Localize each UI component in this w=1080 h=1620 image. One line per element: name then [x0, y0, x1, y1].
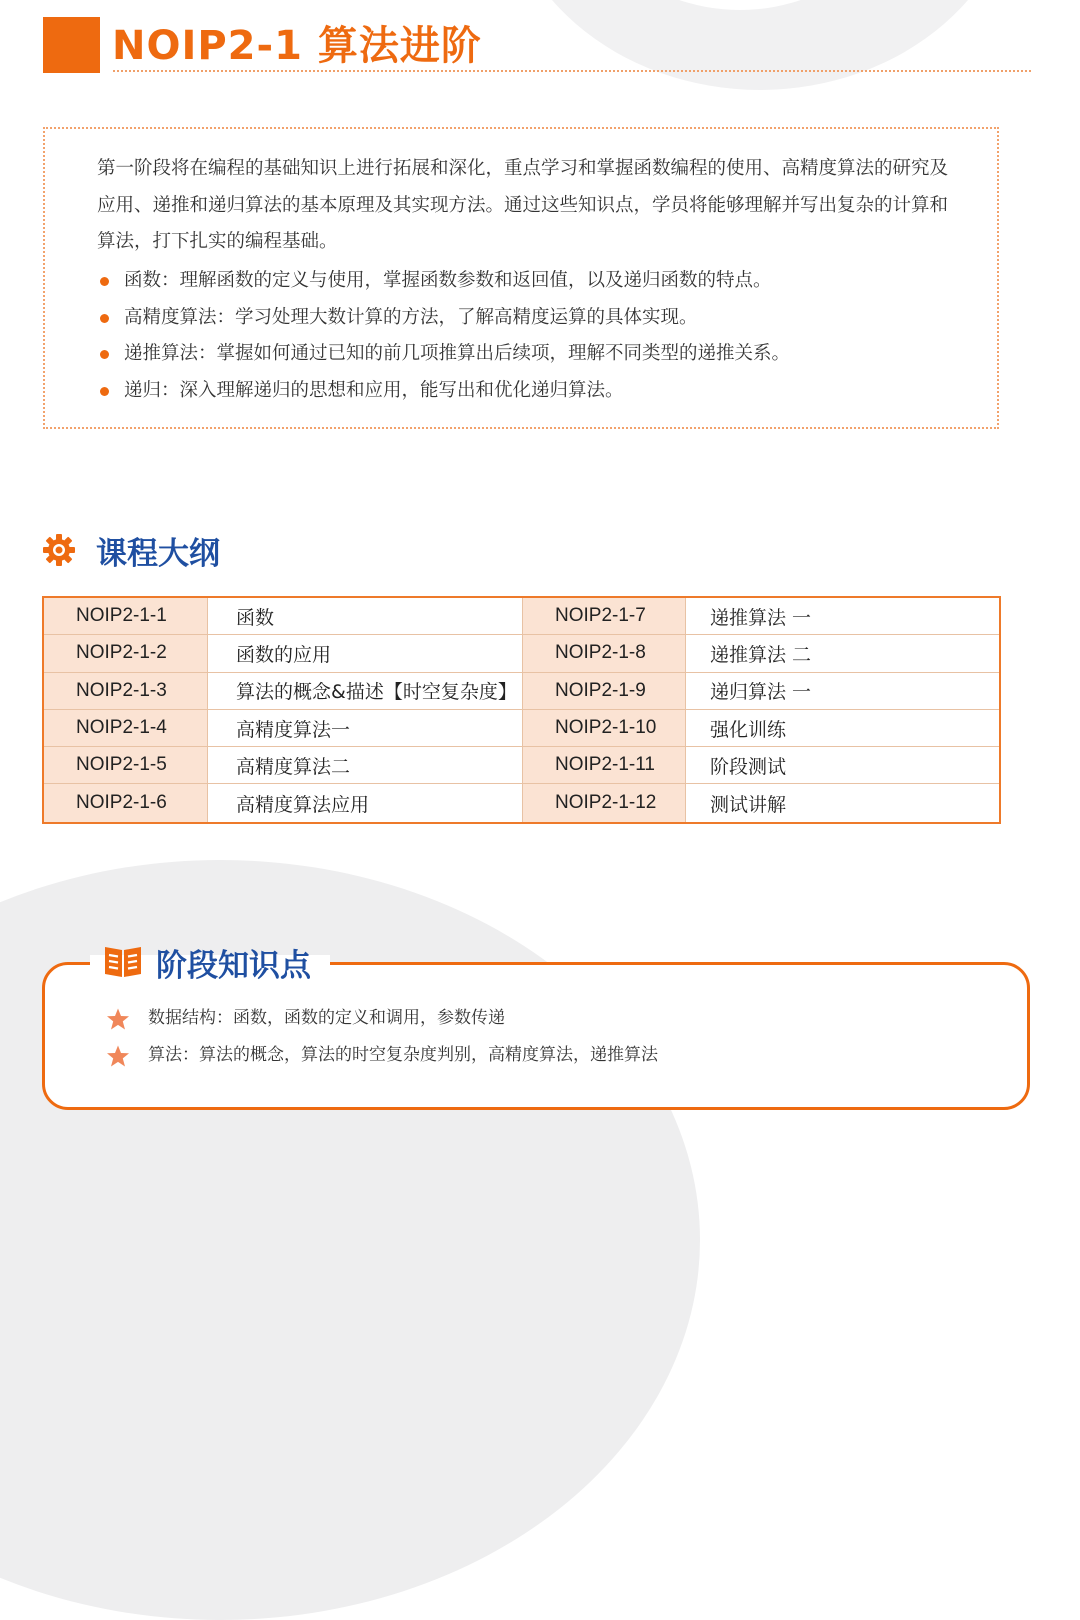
lesson-code: NOIP2-1-11 [523, 747, 686, 783]
knowledge-item-text: 数据结构：函数，函数的定义和调用，参数传递 [148, 1008, 505, 1028]
page-title: NOIP2-1 算法进阶 [112, 23, 482, 69]
table-row [44, 747, 999, 784]
gear-icon [42, 533, 76, 567]
lesson-code: NOIP2-1-12 [523, 784, 686, 821]
knowledge-title: 阶段知识点 [156, 948, 311, 984]
table-row [44, 635, 999, 672]
bullet-dot-icon [100, 387, 109, 396]
bullet-dot-icon [100, 277, 109, 286]
intro-box [43, 127, 999, 429]
lesson-code: NOIP2-1-4 [44, 710, 208, 746]
lesson-name: 强化训练 [710, 718, 787, 741]
knowledge-item-text: 算法：算法的概念，算法的时空复杂度判别，高精度算法，递推算法 [148, 1045, 658, 1065]
book-icon [103, 944, 143, 978]
intro-bullet-item [97, 300, 790, 337]
table-row [44, 784, 999, 821]
intro-bullet-text: 递推算法：掌握如何通过已知的前几项推算出后续项，理解不同类型的递推关系。 [124, 343, 791, 364]
intro-bullet-text: 函数：理解函数的定义与使用，掌握函数参数和返回值，以及递归函数的特点。 [124, 270, 772, 291]
table-row [44, 673, 999, 710]
lesson-code: NOIP2-1-6 [44, 784, 208, 821]
intro-bullet-item [97, 336, 790, 373]
lesson-name: 阶段测试 [710, 755, 787, 778]
knowledge-list [106, 1000, 658, 1074]
star-icon [106, 1045, 130, 1067]
lesson-code: NOIP2-1-7 [523, 598, 686, 634]
lesson-name: 高精度算法一 [208, 710, 523, 746]
intro-bullet-text: 高精度算法：学习处理大数计算的方法，了解高精度运算的具体实现。 [124, 306, 698, 328]
lesson-name: 递归算法 一 [710, 681, 812, 704]
lesson-code: NOIP2-1-10 [523, 710, 686, 746]
bullet-dot-icon [100, 350, 109, 359]
knowledge-item [106, 1037, 658, 1074]
lesson-name: 函数 [208, 598, 523, 634]
lesson-code: NOIP2-1-5 [44, 747, 208, 783]
intro-bullet-text: 递归：深入理解递归的思想和应用，能写出和优化递归算法。 [124, 379, 624, 401]
lesson-code: NOIP2-1-1 [44, 598, 208, 634]
lesson-code: NOIP2-1-8 [523, 635, 686, 671]
background-shape-top [500, 0, 1020, 90]
lesson-name: 高精度算法应用 [208, 784, 523, 821]
table-row [44, 710, 999, 747]
lesson-code: NOIP2-1-2 [44, 635, 208, 671]
lesson-name: 函数的应用 [208, 635, 523, 671]
intro-paragraph: 第一阶段将在编程的基础知识上进行拓展和深化，重点学习和掌握函数编程的使用、高精度算法的研究及应用、递推和递归算法的基本原理及其实现方法。通过这些知识点，学员将能够理解并写出复杂的计算和算法，打下扎实的编程基础。 [97, 158, 949, 252]
lesson-name: 递推算法 一 [710, 606, 812, 629]
outline-title: 课程大纲 [96, 536, 220, 572]
star-icon [106, 1008, 130, 1030]
header-accent-block [43, 17, 100, 73]
table-row [44, 598, 999, 635]
lesson-name: 高精度算法二 [208, 747, 523, 783]
intro-bullet-item [97, 373, 790, 410]
lesson-name: 测试讲解 [710, 793, 787, 816]
intro-bullet-item [97, 263, 790, 300]
lesson-code: NOIP2-1-9 [523, 673, 686, 709]
lesson-code: NOIP2-1-3 [44, 673, 208, 709]
header-dotted-divider [113, 70, 1031, 72]
lesson-name: 算法的概念&描述【时空复杂度】 [208, 673, 523, 709]
bullet-dot-icon [100, 314, 109, 323]
intro-bullet-list [97, 263, 790, 409]
outline-table [42, 596, 1001, 824]
knowledge-item [106, 1000, 658, 1037]
lesson-name: 递推算法 二 [710, 643, 812, 666]
